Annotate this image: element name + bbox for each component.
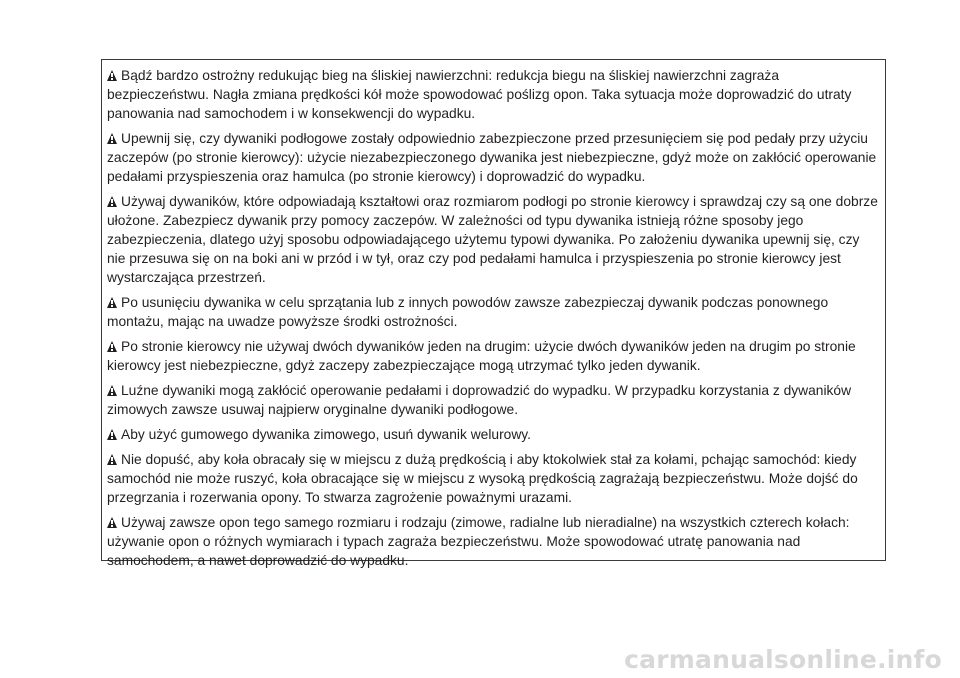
warning-triangle-icon <box>107 428 117 441</box>
warning-text: Aby użyć gumowego dywanika zimowego, usuń dywanik welurowy. <box>121 427 532 442</box>
warning-paragraph <box>107 192 881 287</box>
warning-triangle-icon <box>107 296 117 309</box>
warning-triangle-icon <box>107 516 117 529</box>
warning-triangle-icon <box>107 384 117 397</box>
warning-triangle-icon <box>107 453 117 466</box>
warning-paragraph <box>107 293 881 331</box>
warning-text: Używaj dywaników, które odpowiadają kształtowi oraz rozmiarom podłogi po stronie kierowcy i sprawdzaj czy są one dobrze ułożone. Zabezpiecz dywanik przy pomocy zaczepów. W zależności od typu dywanika istnieją różne sposoby jego zabezpieczenia, dlatego użyj sposobu odpowiadającego użytemu typowi dywanika. Po założeniu dywanika upewnij się, czy nie przesuwa się on na boki ani w przód i w tył, oraz czy pod pedałami hamulca i przyspieszenia po stronie kierowcy jest wystarczająca przestrzeń. <box>107 194 878 285</box>
site-watermark: carmanualsonline.info <box>624 645 942 674</box>
warning-paragraph <box>107 66 881 123</box>
warning-paragraph <box>107 450 881 507</box>
warning-triangle-icon <box>107 340 117 353</box>
warning-text: Luźne dywaniki mogą zakłócić operowanie pedałami i doprowadzić do wypadku. W przypadku korzystania z dywaników zimowych zawsze usuwaj najpierw oryginalne dywaniki podłogowe. <box>107 383 852 417</box>
warning-text: Upewnij się, czy dywaniki podłogowe zostały odpowiednio zabezpieczone przed przesunięciem się pod pedały przy użyciu zaczepów (po stronie kierowcy): użycie niezabezpieczonego dywanika jest niebezpieczne, gdyż może on zakłócić operowanie pedałami przyspieszenia oraz hamulca (po stronie kierowcy) i doprowadzić do wypadku. <box>107 131 877 184</box>
warning-text: Bądź bardzo ostrożny redukując bieg na śliskiej nawierzchni: redukcja biegu na śliskiej nawierzchni zagraża bezpieczeństwu. Nagła zmiana prędkości kół może spowodować poślizg opon. Taka sytuacja może doprowadzić do utraty panowania nad samochodem i w konsekwencji do wypadku. <box>107 68 852 121</box>
warning-triangle-icon <box>107 195 117 208</box>
warning-triangle-icon <box>107 69 117 82</box>
warning-triangle-icon <box>107 132 117 145</box>
warning-text: Po stronie kierowcy nie używaj dwóch dywaników jeden na drugim: użycie dwóch dywaników jeden na drugim po stronie kierowcy jest niebezpieczne, gdyż zaczepy zabezpieczające mogą utrzymać tylko jeden dywanik. <box>107 339 856 373</box>
warning-paragraph <box>107 381 881 419</box>
warning-paragraph <box>107 425 881 444</box>
warning-text: Nie dopuść, aby koła obracały się w miejscu z dużą prędkością i aby ktokolwiek stał za kołami, pchając samochód: kiedy samochód nie może ruszyć, koła obracające się w miejscu z wysoką prędkością zagrażają bezpieczeństwu. Może dojść do przegrzania i rozerwania opony. To stwarza zagrożenie poważnymi urazami. <box>107 452 858 505</box>
warning-text: Używaj zawsze opon tego samego rozmiaru i rodzaju (zimowe, radialne lub nieradialne) na wszystkich czterech kołach: używanie opon o różnych wymiarach i typach zagraża bezpieczeństwu. Może spowodować utratę panowania nad samochodem, a nawet doprowadzić do wypadku. <box>107 515 850 568</box>
warning-text: Po usunięciu dywanika w celu sprzątania lub z innych powodów zawsze zabezpieczaj dywanik podczas ponownego montażu, mając na uwadze powyższe środki ostrożności. <box>107 295 829 329</box>
warning-box <box>101 59 886 568</box>
warning-paragraph <box>107 337 881 375</box>
warning-paragraph <box>107 513 881 570</box>
warning-paragraph <box>107 129 881 186</box>
